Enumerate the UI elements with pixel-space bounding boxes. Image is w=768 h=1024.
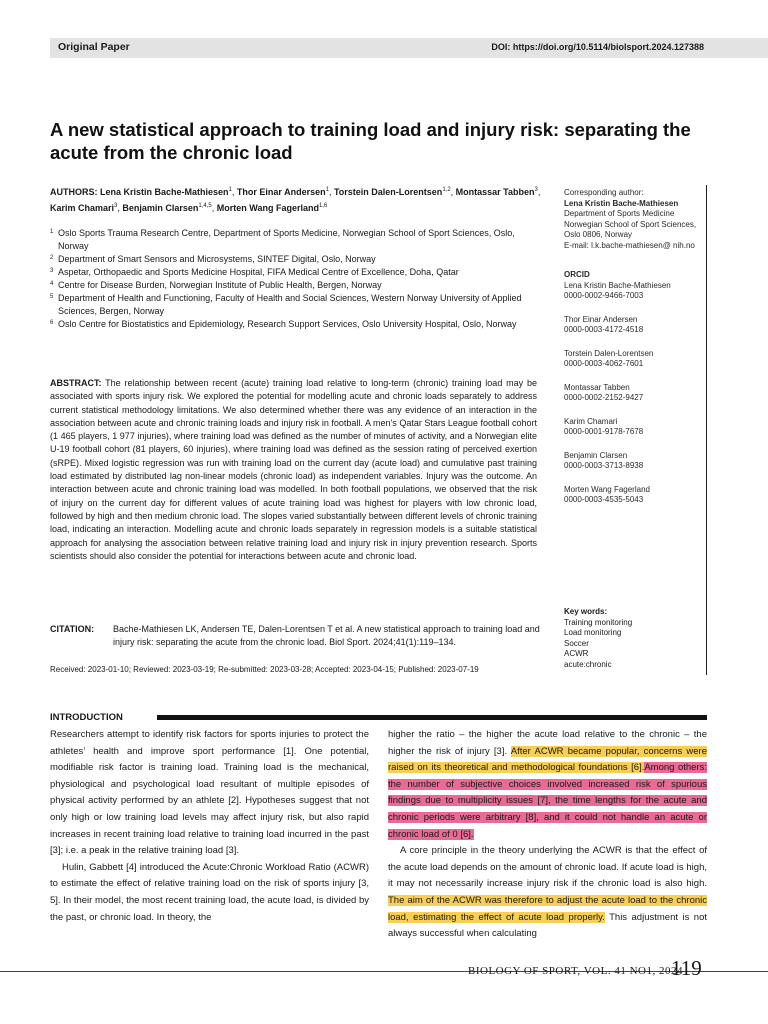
orcid-name: Morten Wang Fagerland (564, 484, 650, 494)
doi-link[interactable]: DOI: https://doi.org/10.5114/biolsport.2024.127388 (491, 42, 704, 52)
orcid-entry (564, 485, 704, 506)
corr-email[interactable]: E-mail: l.k.bache-mathiesen@ nih.no (564, 240, 695, 250)
author-name: Lena Kristin Bache-Mathiesen (100, 187, 229, 197)
keyword: Training monitoring (564, 617, 633, 627)
orcid-entry (564, 383, 704, 404)
author-aff: 3 (114, 203, 118, 209)
affiliation-item: 2 Department of Smart Sensors and Microsystems, SINTEF Digital, Oslo, Norway (50, 254, 376, 264)
author-name: Benjamin Clarsen (122, 203, 199, 213)
author-aff: 1 (325, 187, 329, 193)
section-heading: INTRODUCTION (50, 712, 123, 723)
intro-column-left (50, 727, 369, 926)
affiliations (50, 227, 540, 331)
section-rule (157, 715, 707, 720)
paragraph: Researchers attempt to identify risk factors for sports injuries to protect the athletes’ health and improve sport performance [1]. One potential, modifiable risk factor is training load. Training load is the mechanical, physiological and psychological load resultant of multiple episodes of physical activity performed by an athlete [2]. Hypotheses suggest that not only high or low training load levels may affect injury risk, but also rapid increases in recent training load relative to training load incurred in the past [3]; i.e. a peak in the relative training load [3]. (50, 729, 369, 857)
orcid-entry (564, 349, 704, 370)
author-name: Thor Einar Andersen (236, 187, 326, 197)
orcid-entry (564, 451, 704, 472)
author-aff: 1,4,5 (198, 203, 212, 209)
orcid-name: Lena Kristin Bache-Mathiesen (564, 280, 671, 290)
orcid-name: Karim Chamari (564, 416, 618, 426)
highlight-pink: Among others: the number of subjective choices involved increased risk of spurious findings due to multiplicity issues [7], the time lengths for the acute and chronic periods were arbitrary [8], and it could not handle an acute or chronic load of 0 [6]. (388, 762, 707, 840)
header-bar (50, 38, 768, 58)
aff-text: Centre for Disease Burden, Norwegian Institute of Public Health, Bergen, Norway (58, 280, 382, 290)
abstract-label: ABSTRACT: (50, 378, 102, 388)
keyword: acute:chronic (564, 659, 612, 669)
orcid-name: Montassar Tabben (564, 382, 630, 392)
keywords-label: Key words: (564, 607, 608, 616)
orcid-entry (564, 281, 704, 302)
author-name: Morten Wang Fagerland (216, 203, 319, 213)
aff-text: Aspetar, Orthopaedic and Sports Medicine Hospital, FIFA Medical Centre of Excellence, Doha, Qatar (58, 267, 459, 277)
orcid-entry (564, 315, 704, 336)
corr-label: Corresponding author: (564, 188, 644, 197)
orcid-name: Benjamin Clarsen (564, 450, 628, 460)
keyword: Load monitoring (564, 628, 622, 637)
orcid-id[interactable]: 0000-0003-4062-7601 (564, 359, 644, 368)
affiliation-item: 1 Oslo Sports Trauma Research Centre, Department of Sports Medicine, Norwegian School of Sport Sciences, Oslo, Norway (50, 228, 515, 251)
aff-text: Department of Smart Sensors and Microsystems, SINTEF Digital, Oslo, Norway (58, 254, 376, 264)
authors: AUTHORS: Lena Kristin Bache-Mathiesen$^1$, Thor Einar Andersen$^1$, Torstein Dalen-Lorentsen$^{1,2}$, Montassar Tabben$^3$, Karim Chamari$^3$, Benjamin Clarsen$^{1,4,5}$, Morten Wang Fagerland$^{1,6}$ (50, 187, 541, 213)
author-aff: 1,6 (318, 203, 328, 209)
abstract-text: The relationship between recent (acute) training load relative to long-term (chronic) training load may be associated with sports injury risk. We explored the potential for modelling acute and chronic loads separately to address current statistical methodology limitations. We also determined whether there was any evidence of an interaction in the association between acute and chronic training loads and injury risk in football. A men’s Qatar Stars League football cohort (1 465 players, 1 977 injuries), where training load was defined as the number of minutes of activity, and a Norwegian elite U-19 football cohort (81 players, 60 injuries), where training load was defined as the session rating of perceived exertion (sRPE). Mixed logistic regression was run with training load on the current day (acute load) and cumulative past training load estimated by distributed lag non-linear models (chronic load) as independent variables. Injury was the outcome. An interaction between acute and chronic training load was modelled. In both football populations, we observed that the risk of injury on the current day for different values of acute training load was highest for players with low chronic load, followed by high and then medium chronic load. The slopes varied substantially between different levels of chronic training load, indicating an interaction. Modelling acute and chronic loads separately in regression models is a suitable statistical approach for analysing the association between relative training load and injury risk in injury prevention research. Sports scientists should also consider the potential for interactions between acute and chronic load. (50, 378, 537, 561)
sidebar (564, 188, 704, 519)
text-run: This adjustment is not always successful when calculating (388, 911, 707, 940)
paragraph (388, 843, 707, 943)
article-type: Original Paper (58, 41, 130, 53)
orcid-label: ORCID (564, 270, 590, 279)
orcid-id[interactable]: 0000-0003-4172-4518 (564, 325, 644, 334)
orcid-id[interactable]: 0000-0002-9466-7003 (564, 291, 644, 300)
keyword: Soccer (564, 638, 589, 648)
sidebar-divider (706, 185, 707, 675)
text-run: A core principle in the theory underlying the ACWR is that the effect of the acute load depends on the amount of chronic load. If acute load is high, it may not necessarily increase injury risk if the chronic load is also high. (388, 845, 707, 890)
orcid-id[interactable]: 0000-0002-2152-9427 (564, 393, 644, 402)
keywords (564, 607, 704, 670)
orcid-id[interactable]: 0000-0003-4535-5043 (564, 495, 644, 504)
citation (50, 623, 540, 649)
paragraph (388, 727, 707, 843)
orcid-name: Thor Einar Andersen (564, 314, 638, 324)
highlight-yellow: The aim of the ACWR was therefore to adjust the acute load to the chronic load, estimating the effect of acute load properly. (388, 894, 707, 923)
affiliation-item: 3 Aspetar, Orthopaedic and Sports Medicine Hospital, FIFA Medical Centre of Excellence, Doha, Qatar (50, 267, 459, 277)
orcid-id[interactable]: 0000-0001-9178-7678 (564, 427, 644, 436)
corr-name: Lena Kristin Bache-Mathiesen (564, 198, 679, 208)
author-aff: 3 (534, 187, 538, 193)
intro-column-right (388, 727, 707, 943)
author-name: Montassar Tabben (455, 187, 535, 197)
aff-text: Oslo Centre for Biostatistics and Epidemiology, Research Support Services, Oslo University Hospital, Oslo, Norway (58, 319, 517, 329)
abstract (50, 377, 537, 563)
authors-label: AUTHORS: (50, 187, 98, 197)
corr-address: Department of Sports Medicine Norwegian School of Sport Sciences, Oslo 0806, Norway (564, 209, 697, 239)
author-name: Karim Chamari (50, 203, 115, 213)
orcid-id[interactable]: 0000-0003-3713-8938 (564, 461, 644, 470)
paragraph: Hulin, Gabbett [4] introduced the Acute:Chronic Workload Ratio (ACWR) to estimate the effect of relative training load on the risk of sports injury [3, 5]. In their model, the most recent training load, the acute load, is divided by the past, or chronic load. In theory, the (50, 861, 369, 923)
affiliation-item: 6 Oslo Centre for Biostatistics and Epidemiology, Research Support Services, Oslo University Hospital, Oslo, Norway (50, 319, 517, 329)
text-run: higher the ratio – the higher the acute load relative to the chronic – the higher the risk of injury [3]. (388, 729, 707, 757)
orcid-entry (564, 417, 704, 438)
citation-text: Bache-Mathiesen LK, Andersen TE, Dalen-Lorentsen T et al. A new statistical approach to training load and injury risk: separating the acute from the chronic load. Biol Sport. 2024;41(1):119–134. (113, 624, 540, 647)
paper-title: A new statistical approach to training load and injury risk: separating the acute from the chronic load (50, 119, 691, 163)
author-name: Torstein Dalen-Lorentsen (333, 187, 443, 197)
keyword: ACWR (564, 649, 589, 658)
orcid-name: Torstein Dalen-Lorentsen (564, 348, 654, 358)
page-number: 119 (671, 956, 702, 980)
author-aff: 1,2 (442, 187, 451, 193)
footer-journal: BIOLOGY OF SPORT, VOL. 41 NO1, 2024 (468, 965, 683, 977)
author-aff: 1 (228, 187, 232, 193)
citation-label: CITATION: (50, 624, 95, 634)
affiliation-item: 5 Department of Health and Functioning, Faculty of Health and Social Sciences, Western Norway University of Applied Sciences, Bergen, Norway (50, 293, 522, 316)
affiliation-item: 4 Centre for Disease Burden, Norwegian Institute of Public Health, Bergen, Norway (50, 280, 382, 290)
publication-dates: Received: 2023-01-10; Reviewed: 2023-03-19; Re-submitted: 2023-03-28; Accepted: 2023-04-15; Published: 2023-07-19 (50, 665, 479, 674)
highlight-yellow: After ACWR became popular, concerns were raised on its theoretical and methodological foundations [6]. (388, 745, 707, 774)
aff-text: Department of Health and Functioning, Faculty of Health and Social Sciences, Western Norway University of Applied Sciences, Bergen, Norway (58, 293, 522, 316)
aff-text: Oslo Sports Trauma Research Centre, Department of Sports Medicine, Norwegian School of Sport Sciences, Oslo, Norway (58, 228, 515, 251)
